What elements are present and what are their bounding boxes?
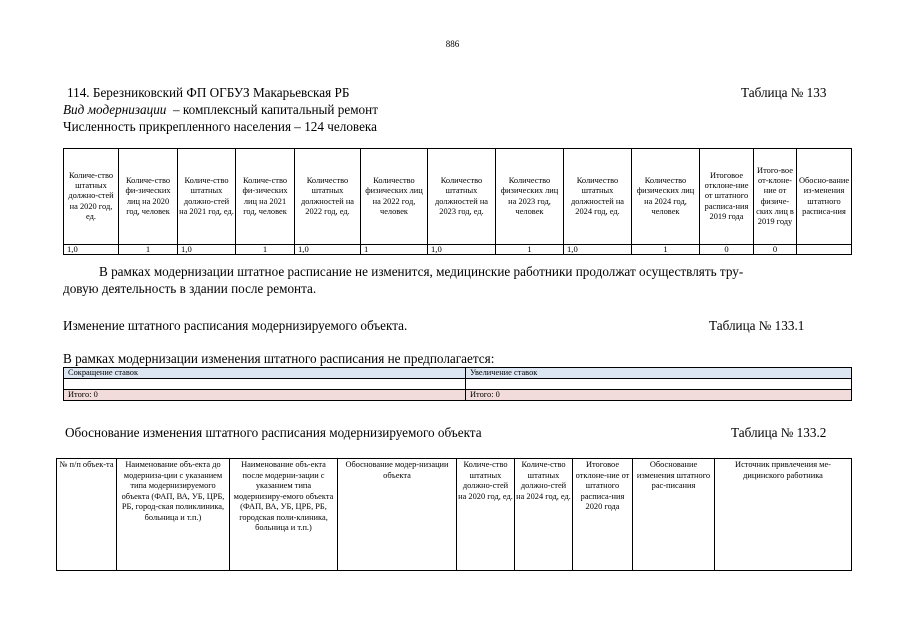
value-cell: 1,0 (428, 245, 496, 255)
modernization-type (63, 102, 378, 118)
header-cell: Количе-ство штатных должно-стей на 2024 год, ед. (515, 459, 573, 571)
page-number: 886 (445, 39, 460, 49)
staffing-table (63, 148, 852, 255)
modernization-label: Вид модернизации (63, 102, 167, 117)
section-2-note: В рамках модернизации изменения штатного расписания не предполагается: (63, 351, 495, 366)
header-cell: Количество штатных должностей на 2022 год, ед. (295, 149, 361, 245)
header-cell: Количе-ство фи-зических лиц на 2021 год, человек (236, 149, 295, 245)
increase-total: Итого: 0 (466, 390, 852, 401)
value-cell: 1 (236, 245, 295, 255)
header-cell: Итого-вое от-клоне-ние от физиче-ских лиц в 2019 году (754, 149, 797, 245)
value-cell: 0 (700, 245, 754, 255)
header-cell: Количе-ство штатных должно-стей на 2020 год, ед. (457, 459, 515, 571)
header-cell: Количество штатных должностей на 2024 год, ед. (564, 149, 632, 245)
value-cell: 1,0 (64, 245, 119, 255)
header-cell: Наименование объ-екта до модерниза-ции с указанием типа модернизируемого объекта (ФАП, ВА, УБ, ЦРБ, РБ, город-ская поликлиника, больница и т.п.) (117, 459, 230, 571)
table-header-row (64, 368, 852, 379)
table-header-row (57, 459, 852, 571)
facility-title: 114. Березниковский ФП ОГБУЗ Макарьевская РБ (67, 85, 350, 100)
value-cell: 1,0 (564, 245, 632, 255)
population-line: Численность прикрепленного населения – 124 человека (63, 119, 377, 134)
paragraph-1 (63, 264, 853, 297)
header-cell: Наименование объ-екта после модерни-зации с указанием типа модернизиру-емого объекта (ФАП, ВА, УБ, ЦРБ, РБ, городская поли-клиника, больница и т.п.) (230, 459, 338, 571)
total-row (64, 390, 852, 401)
table-row (64, 245, 852, 255)
header-cell: Итоговое отклоне-ние от штатного расписа-ния 2020 года (573, 459, 633, 571)
value-cell: 1 (361, 245, 428, 255)
table-row (64, 379, 852, 390)
paragraph-1-line-2: довую деятельность в здании после ремонта. (63, 280, 317, 296)
value-cell: 1,0 (178, 245, 236, 255)
table-label-133: Таблица № 133 (741, 85, 827, 100)
header-cell: Количе-ство штатных должно-стей на 2020 год, ед. (64, 149, 119, 245)
value-cell: 1 (632, 245, 700, 255)
reduction-header: Сокращение ставок (64, 368, 466, 379)
header-cell: Обоснование изменения штатного рас-писания (633, 459, 715, 571)
justification-table (56, 458, 852, 571)
header-cell: Количество физических лиц на 2022 год, человек (361, 149, 428, 245)
value-cell (797, 245, 852, 255)
increase-header: Увеличение ставок (466, 368, 852, 379)
header-cell: Итоговое отклоне-ние от штатного расписа-ния 2019 года (700, 149, 754, 245)
value-cell: 0 (754, 245, 797, 255)
header-cell: Количе-ство фи-зических лиц на 2020 год, человек (119, 149, 178, 245)
header-cell: Количество физических лиц на 2024 год, человек (632, 149, 700, 245)
section-2-title: Изменение штатного расписания модернизируемого объекта. (63, 318, 408, 333)
table-label-133-1: Таблица № 133.1 (709, 318, 805, 333)
table-label-133-2: Таблица № 133.2 (731, 425, 827, 440)
table-header-row (64, 149, 852, 245)
section-3-title: Обоснование изменения штатного расписания модернизируемого объекта (65, 425, 482, 440)
header-cell: Количе-ство штатных должно-стей на 2021 год, ед. (178, 149, 236, 245)
paragraph-1-line-1: В рамках модернизации штатное расписание не изменится, медицинские работники продолжат осуществлять тру- (99, 264, 744, 279)
modernization-value: – комплексный капитальный ремонт (172, 102, 378, 117)
value-cell: 1 (496, 245, 564, 255)
header-cell: № п/п объек-та (57, 459, 117, 571)
reduction-total: Итого: 0 (64, 390, 466, 401)
staff-change-table (63, 367, 852, 401)
header-cell: Обосно-вание из-менения штатного расписа-ния (797, 149, 852, 245)
value-cell: 1 (119, 245, 178, 255)
header-cell: Количество штатных должностей на 2023 год, ед. (428, 149, 496, 245)
header-cell: Обоснование модер-низации объекта (338, 459, 457, 571)
header-cell: Количество физических лиц на 2023 год, человек (496, 149, 564, 245)
value-cell: 1,0 (295, 245, 361, 255)
header-cell: Источник привлечения ме-дицинского работника (715, 459, 852, 571)
